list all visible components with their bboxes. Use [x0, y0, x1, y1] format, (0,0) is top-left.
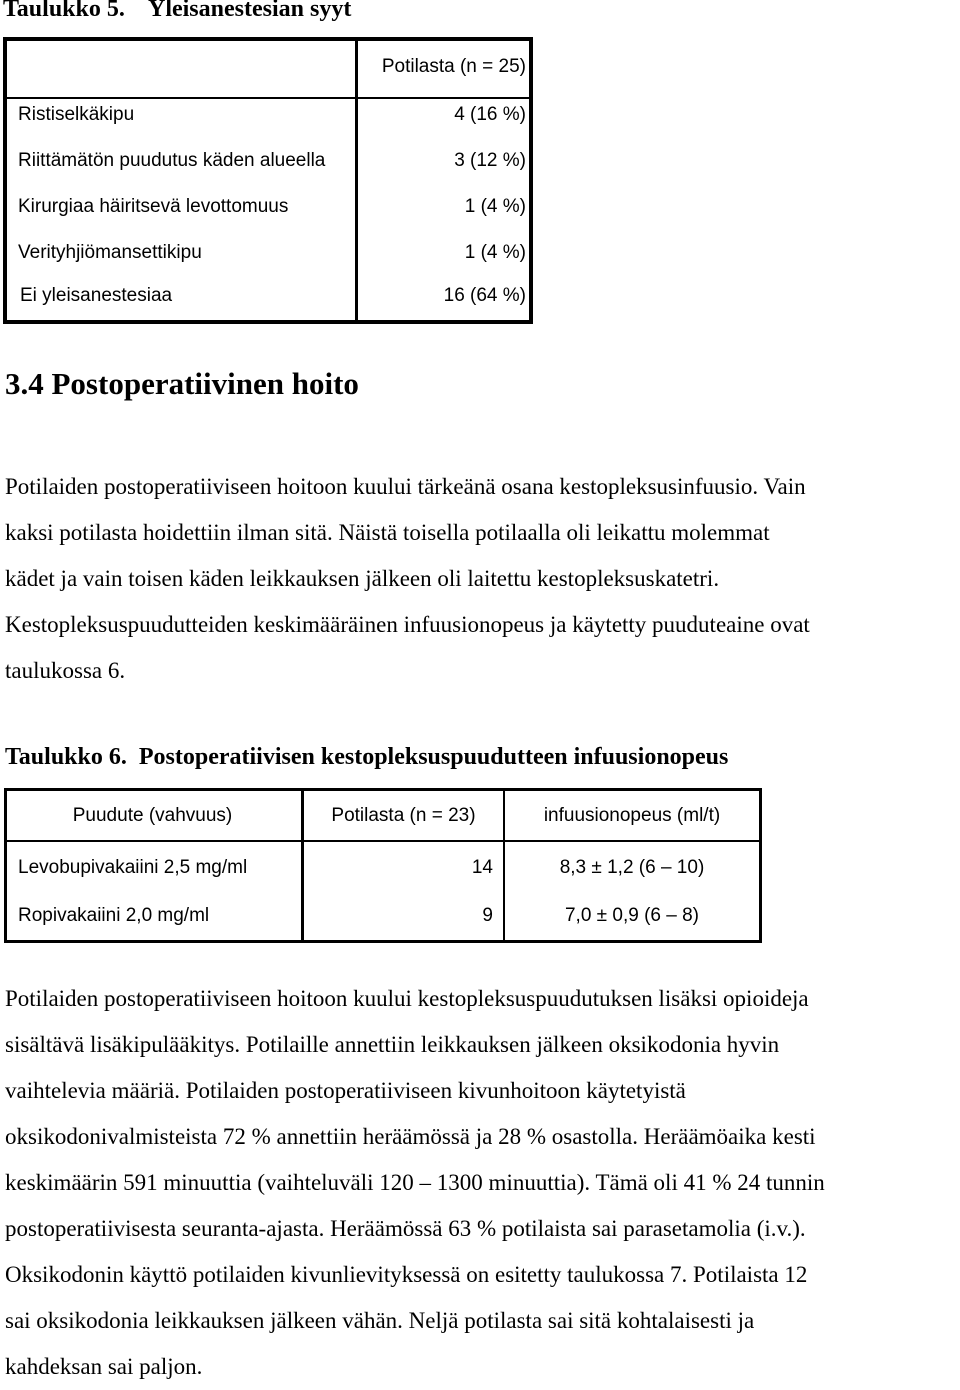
table5-caption-label: Taulukko 5. — [3, 0, 125, 22]
table5-caption-title: Yleisanestesian syyt — [147, 0, 352, 22]
paragraph-line: vaihtelevia määriä. Potilaiden postoperatiiviseen kivunhoitoon käytetyistä — [5, 1078, 686, 1103]
table5-row-value: 4 (16 %) — [454, 104, 526, 125]
paragraph-line: Potilaiden postoperatiiviseen hoitoon kuului kestopleksuspuudutuksen lisäksi opioideja — [5, 986, 809, 1011]
table6-cell: 14 — [471, 857, 493, 878]
table6-caption-title: Postoperatiivisen kestopleksuspuudutteen infuusionopeus — [138, 744, 729, 770]
paragraph-line: Oksikodonin käyttö potilaiden kivunlievityksessä on esitetty taulukossa 7. Potilaista 12 — [5, 1262, 808, 1287]
paragraph-line: sai oksikodonia leikkauksen jälkeen vähän. Neljä potilasta sai sitä kohtalaisesti ja — [5, 1308, 755, 1333]
table5 — [3, 37, 533, 324]
paragraph-1 — [5, 464, 960, 694]
paragraph-line: Kestopleksuspuudutteiden keskimääräinen infuusionopeus ja käytetty puuduteaine ovat — [5, 612, 810, 637]
table5-column-divider — [355, 37, 358, 324]
paragraph-2 — [5, 976, 960, 1390]
table6-cell: Levobupivakaiini 2,5 mg/ml — [18, 857, 248, 878]
table6-cell: 7,0 ± 0,9 (6 – 8) — [564, 905, 699, 926]
table6-cell: 9 — [482, 905, 493, 926]
paragraph-line: Potilaiden postoperatiiviseen hoitoon kuului tärkeänä osana kestopleksusinfuusio. Vain — [5, 474, 806, 499]
table5-caption — [3, 0, 351, 23]
section-heading: 3.4 Postoperatiivinen hoito — [5, 366, 359, 401]
table5-header-rule — [3, 97, 533, 99]
paragraph-line: kädet ja vain toisen käden leikkauksen jälkeen oli laitettu kestopleksuskatetri. — [5, 566, 720, 591]
table5-row-value: 1 (4 %) — [464, 196, 526, 217]
table5-row-value: 1 (4 %) — [464, 242, 526, 263]
table5-row-label: Verityhjiömansettikipu — [18, 242, 202, 263]
table5-row-label: Ristiselkäkipu — [18, 104, 135, 125]
table6-cell: Ropivakaiini 2,0 mg/ml — [18, 905, 210, 926]
table5-row-label: Riittämätön puudutus käden alueella — [18, 150, 326, 171]
paragraph-line: keskimäärin 591 minuuttia (vaihteluväli 120 – 1300 minuuttia). Tämä oli 41 % 24 tunnin — [5, 1170, 825, 1195]
paragraph-line: kaksi potilasta hoidettiin ilman sitä. Näistä toisella potilaalla oli leikattu molemmat — [5, 520, 770, 545]
table5-row-value: 16 (64 %) — [443, 285, 526, 306]
table5-row-value: 3 (12 %) — [454, 150, 526, 171]
paragraph-line: sisältävä lisäkipulääkitys. Potilaille annettiin leikkauksen jälkeen oksikodonia hyvin — [5, 1032, 780, 1057]
paragraph-line: taulukossa 6. — [5, 658, 126, 683]
table6-header-cell: Potilasta (n = 23) — [331, 805, 476, 826]
table5-row-label: Ei yleisanestesiaa — [20, 285, 173, 306]
table5-header: Potilasta (n = 25) — [381, 56, 526, 77]
table6-header-rule — [4, 840, 762, 842]
paragraph-line: kahdeksan sai paljon. — [5, 1354, 203, 1379]
paragraph-line: postoperatiivisesta seuranta-ajasta. Heräämössä 63 % potilaista sai parasetamolia (i.v.). — [5, 1216, 806, 1241]
table6-header-cell: infuusionopeus (ml/t) — [543, 805, 721, 826]
table6-caption-label: Taulukko 6. — [5, 744, 127, 770]
table6-cell: 8,3 ± 1,2 (6 – 10) — [559, 857, 705, 878]
table6-caption — [5, 744, 728, 771]
table5-row-label: Kirurgiaa häiritsevä levottomuus — [18, 196, 289, 217]
table6-header-cell: Puudute (vahvuus) — [72, 805, 233, 826]
paragraph-line: oksikodonivalmisteista 72 % annettiin heräämössä ja 28 % osastolla. Heräämöaika kesti — [5, 1124, 816, 1149]
